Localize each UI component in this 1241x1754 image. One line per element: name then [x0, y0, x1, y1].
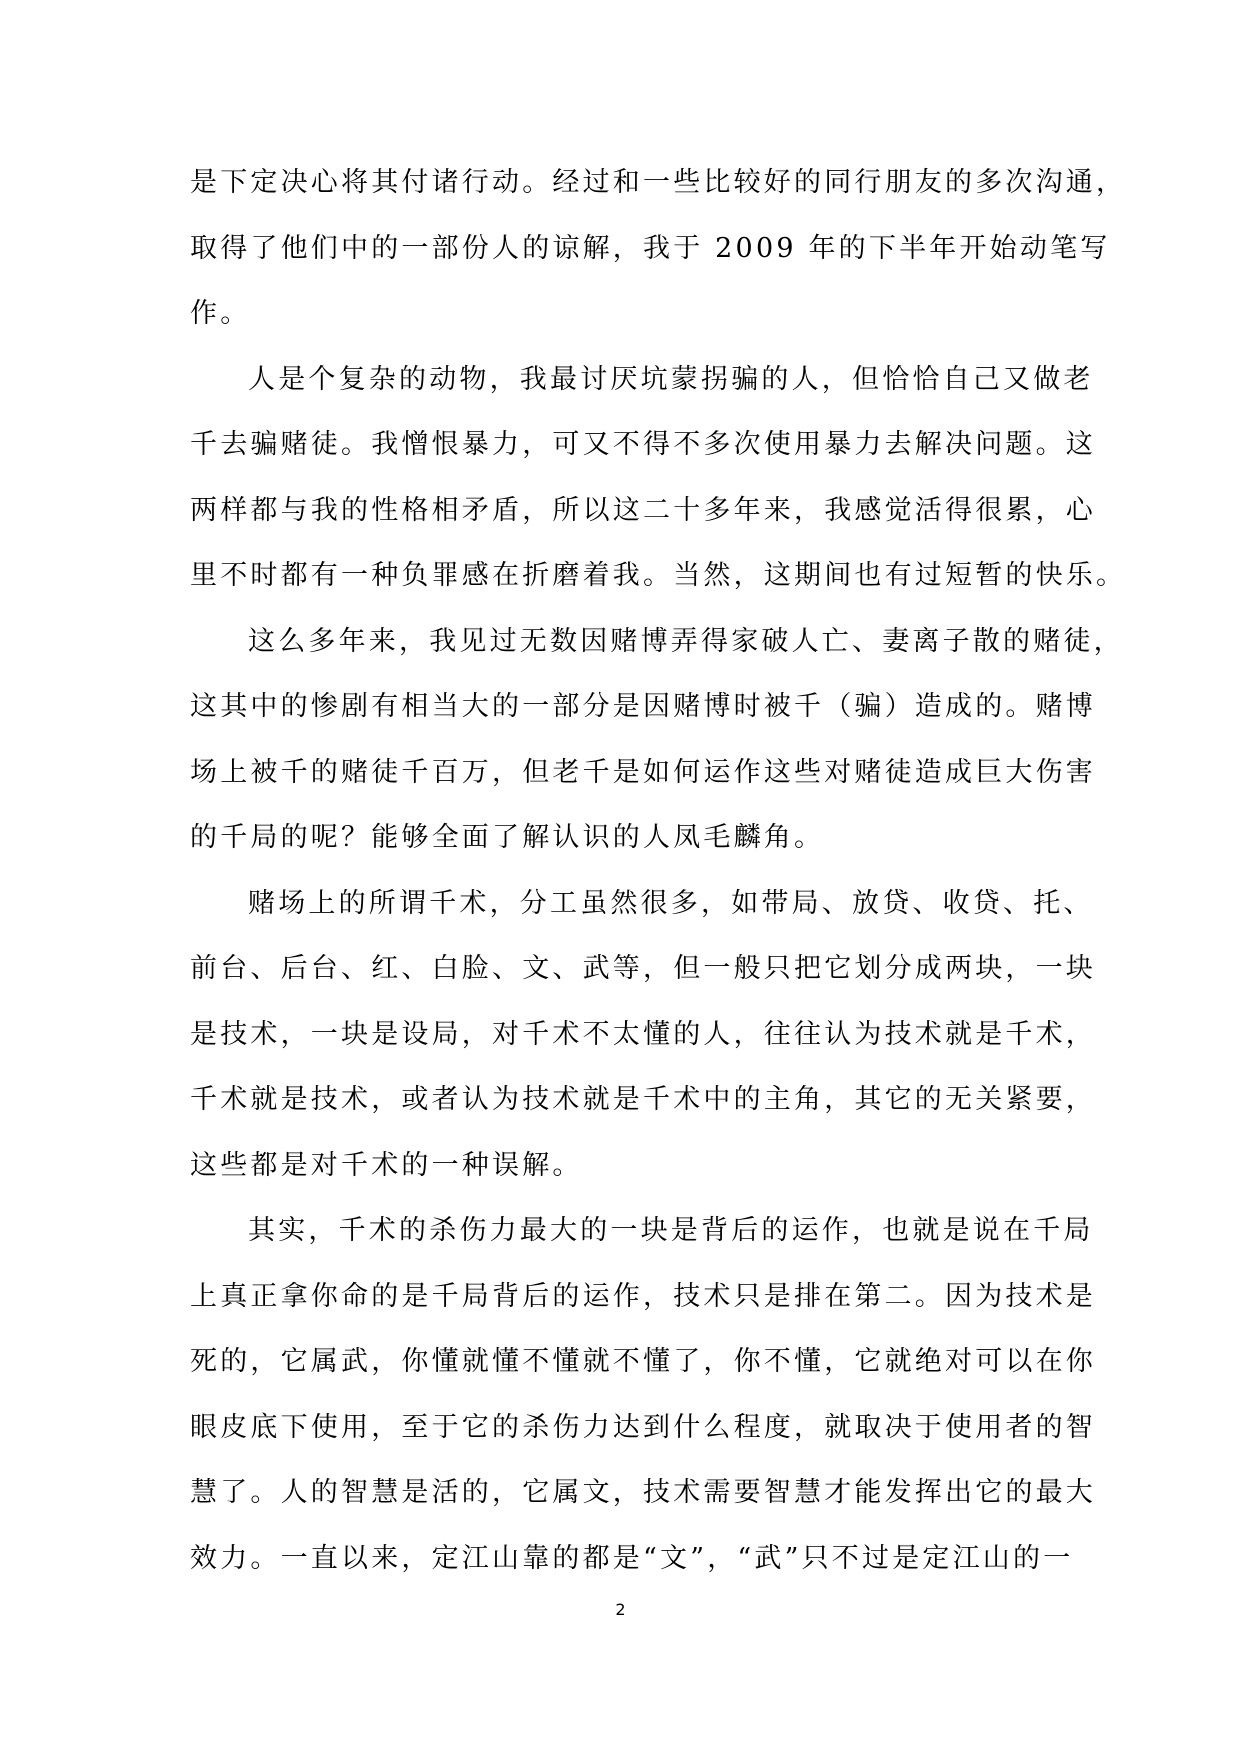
- page-number: 2: [615, 1600, 626, 1619]
- text-line: 死的，它属武，你懂就懂不懂就不懂了，你不懂，它就绝对可以在你: [190, 1346, 1096, 1377]
- text-line: 眼皮底下使用，至于它的杀伤力达到什么程度，就取决于使用者的智: [190, 1411, 1096, 1443]
- text-line: 千去骗赌徒。我憎恨暴力，可又不得不多次使用暴力去解决问题。这: [190, 429, 1096, 460]
- text-line: 慧了。人的智慧是活的，它属文，技术需要智慧才能发挥出它的最大: [190, 1477, 1096, 1508]
- text-line: 是下定决心将其付诸行动。经过和一些比较好的同行朋友的多次沟通，: [190, 167, 1127, 198]
- text-line: 两样都与我的性格相矛盾，所以这二十多年来，我感觉活得很累，心: [190, 494, 1096, 526]
- text-line: 千术就是技术，或者认为技术就是千术中的主角，其它的无关紧要，: [190, 1084, 1096, 1115]
- text-line: 这其中的惨剧有相当大的一部分是因赌博时被千（骗）造成的。赌博: [190, 691, 1096, 722]
- text-line: 人是个复杂的动物，我最讨厌坑蒙拐骗的人，但恰恰自己又做老: [248, 363, 1094, 395]
- text-line: 其实，千术的杀伤力最大的一块是背后的运作，也就是说在千局: [248, 1215, 1094, 1246]
- text-line: 赌场上的所谓千术，分工虽然很多，如带局、放贷、收贷、托、: [248, 887, 1094, 919]
- text-line: 的千局的呢？能够全面了解认识的人凤毛麟角。: [190, 822, 825, 853]
- text-line: 这么多年来，我见过无数因赌博弄得家破人亡、妻离子散的赌徒，: [248, 625, 1124, 657]
- paragraph: [190, 150, 1127, 347]
- text-line: 这些都是对千术的一种误解。: [190, 1149, 583, 1181]
- text-line: 取得了他们中的一部份人的谅解，我于 2009 年的下半年开始动笔写: [190, 232, 1111, 264]
- text-line: 场上被千的赌徒千百万，但老千是如何运作这些对赌徒造成巨大伤害: [190, 756, 1096, 788]
- text-line: 前台、后台、红、白脸、文、武等，但一般只把它划分成两块，一块: [190, 953, 1096, 984]
- text-line: 上真正拿你命的是千局背后的运作，技术只是排在第二。因为技术是: [190, 1280, 1096, 1312]
- paragraph: [190, 871, 1096, 1199]
- text-line: 是技术，一块是设局，对千术不太懂的人，往往认为技术就是千术，: [190, 1018, 1096, 1050]
- paragraph: [190, 609, 1124, 871]
- text-line: 里不时都有一种负罪感在折磨着我。当然，这期间也有过短暂的快乐。: [190, 560, 1127, 591]
- body-text: [190, 150, 1127, 1591]
- text-line: 作。: [190, 298, 251, 329]
- paragraph: [190, 347, 1127, 609]
- text-line: 效力。一直以来，定江山靠的都是“文”，“武”只不过是定江山的一: [190, 1542, 1074, 1574]
- paragraph: [190, 1198, 1096, 1591]
